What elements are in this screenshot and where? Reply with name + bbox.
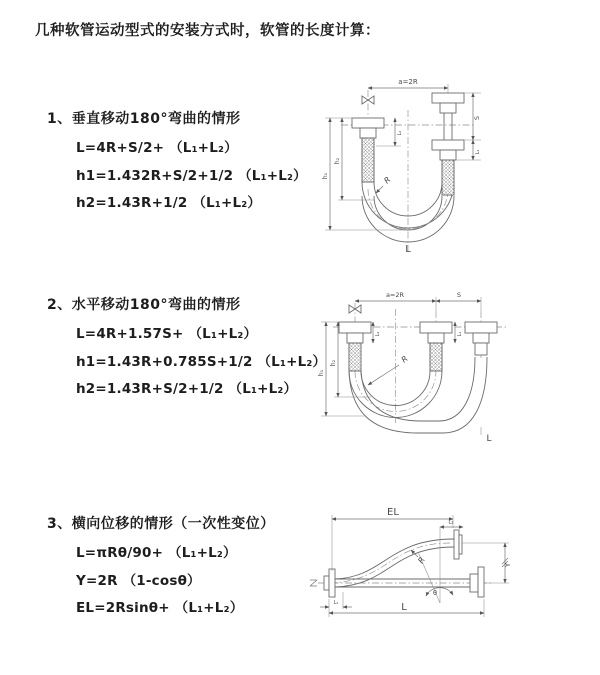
label-r: R	[416, 555, 427, 566]
right-pipe-fitting	[465, 322, 497, 355]
right-flange	[470, 567, 484, 597]
radius-callout	[368, 354, 410, 385]
right-pipe-fitting	[432, 93, 464, 195]
section-3	[47, 515, 337, 623]
dim-label-s: S	[456, 291, 462, 299]
upper-flange	[454, 530, 462, 559]
dim-label-s: S	[473, 115, 481, 121]
centerline-break-mark	[310, 580, 317, 586]
diagram-horizontal-180-bend	[313, 283, 590, 455]
section-1	[47, 110, 337, 218]
dim-y	[462, 543, 512, 583]
braided-hose-hatch	[362, 138, 374, 182]
dim-label-l1: L₁	[475, 149, 481, 155]
dim-fitting-l2	[373, 322, 381, 343]
dim-a2r	[368, 78, 448, 93]
section-2	[47, 296, 337, 404]
label-l: L	[405, 244, 411, 255]
dim-label-h1: h₁	[318, 369, 325, 377]
formula-h1: h1=1.432R+S/2+1/2 （L₁+L₂）	[76, 167, 307, 184]
dim-fitting-l1	[455, 322, 463, 343]
formula-L: L=4R+S/2+ （L₁+L₂）	[76, 140, 238, 156]
braided-hose-hatch	[442, 160, 454, 195]
left-pipe-fitting	[352, 118, 384, 182]
section-1-formulas	[76, 135, 337, 218]
radius-callout	[376, 175, 392, 193]
section-2-formulas	[76, 321, 337, 404]
formula-h1: h1=1.43R+0.785S+1/2 （L₁+L₂）	[76, 353, 327, 370]
dim-fitting-l2	[440, 520, 463, 528]
dim-label-l2: L₂	[375, 331, 381, 337]
formula-Y: Y=2R （1-cosθ）	[76, 572, 201, 589]
label-r: R	[399, 354, 410, 365]
length-label	[481, 427, 492, 444]
centerlines	[341, 90, 475, 254]
dim-label-l: L	[401, 602, 407, 613]
dim-fitting-l1	[320, 592, 352, 609]
section-3-heading: 3、横向位移的情形（一次性变位）	[47, 516, 275, 532]
left-flange	[324, 569, 335, 597]
label-l: L	[486, 434, 492, 444]
dim-el	[332, 507, 453, 571]
label-r: R	[382, 175, 393, 186]
label-theta: θ	[433, 589, 437, 597]
formula-L: L=4R+1.57S+ （L₁+L₂）	[76, 326, 258, 342]
dim-label-h1: h₁	[322, 172, 329, 180]
dim-label-y: Y	[504, 562, 512, 568]
left-pipe-fitting	[339, 322, 371, 371]
section-2-heading: 2、水平移动180°弯曲的情形	[47, 297, 241, 313]
dim-label-l1: L₁	[457, 331, 463, 337]
formula-h2: h2=1.43R+S/2+1/2 （L₁+L₂）	[76, 381, 298, 397]
diagram-vertical-180-bend	[313, 70, 568, 260]
dim-label-a2r: a=2R	[398, 78, 418, 86]
valve-icon	[362, 96, 374, 104]
hose-u-bend	[349, 357, 487, 433]
braided-hose-hatch	[349, 343, 361, 371]
dim-l	[329, 599, 484, 617]
dim-label-l1: L₁	[333, 600, 339, 606]
braided-hose-hatch	[430, 343, 442, 371]
dim-label-h2: h₂	[334, 157, 341, 165]
diagram-lateral-displacement	[300, 495, 600, 653]
dim-label-h2: h₂	[330, 359, 337, 367]
dim-label-el: EL	[387, 507, 399, 518]
formula-L: L=πRθ/90+ （L₁+L₂）	[76, 545, 237, 561]
dim-label-l2: L₂	[448, 519, 454, 526]
dim-stroke-s	[436, 291, 481, 311]
middle-pipe-fitting	[420, 322, 452, 371]
hose-s-curve	[335, 539, 470, 587]
dim-label-a2r: a=2R	[385, 291, 405, 299]
dim-a2r	[355, 291, 436, 301]
formula-h2: h2=1.43R+1/2 （L₁+L₂）	[76, 195, 262, 211]
section-3-formulas	[76, 540, 337, 623]
formula-EL: EL=2Rsinθ+ （L₁+L₂）	[76, 600, 244, 616]
page-title: 几种软管运动型式的安装方式时，软管的长度计算：	[35, 23, 380, 39]
dim-label-l2: L₂	[397, 130, 403, 136]
section-1-heading: 1、垂直移动180°弯曲的情形	[47, 111, 241, 127]
